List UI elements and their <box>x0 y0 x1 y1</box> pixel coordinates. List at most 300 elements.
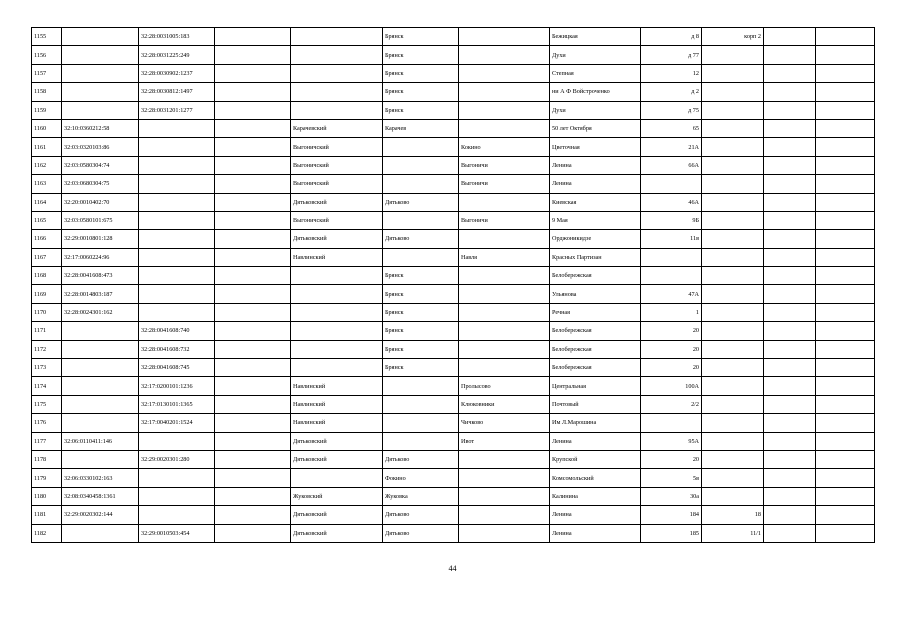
cell-house-number: 46А <box>641 193 702 211</box>
table-row <box>32 450 875 468</box>
cell-cadastral-number-2: 32:17:0200101:1236 <box>139 377 215 395</box>
cell-cadastral-number-1 <box>62 322 139 340</box>
cell-extra-2 <box>816 506 875 524</box>
table-row <box>32 64 875 82</box>
cell-cadastral-number-2 <box>139 506 215 524</box>
table-row <box>32 193 875 211</box>
cell-cadastral-number-2: 32:17:0130101:1365 <box>139 395 215 413</box>
cell-street: ни А Ф Войстроченко <box>550 83 641 101</box>
cell-cadastral-number-1: 32:29:0020302:144 <box>62 506 139 524</box>
cell-district: Дятьковский <box>291 524 383 542</box>
table-row <box>32 230 875 248</box>
cell-extra-2 <box>816 28 875 46</box>
cell-blank-col <box>215 524 291 542</box>
cell-street: Духи <box>550 101 641 119</box>
cell-building <box>702 211 764 229</box>
cell-blank-col <box>215 359 291 377</box>
cell-extra-2 <box>816 193 875 211</box>
table-row <box>32 487 875 505</box>
cell-extra-2 <box>816 248 875 266</box>
cell-extra-2 <box>816 487 875 505</box>
cell-settlement <box>459 230 550 248</box>
cell-building <box>702 64 764 82</box>
table-row <box>32 322 875 340</box>
cell-city: Брянск <box>383 46 459 64</box>
cell-house-number: д 8 <box>641 28 702 46</box>
cell-district <box>291 46 383 64</box>
table-row <box>32 119 875 137</box>
cell-district <box>291 322 383 340</box>
cell-extra-1 <box>764 175 816 193</box>
cell-extra-1 <box>764 193 816 211</box>
cell-building <box>702 46 764 64</box>
cell-cadastral-number-1 <box>62 377 139 395</box>
cell-district: Дятьковский <box>291 230 383 248</box>
cell-row-index: 1169 <box>32 285 62 303</box>
cell-extra-2 <box>816 340 875 358</box>
cell-house-number <box>641 414 702 432</box>
cell-extra-2 <box>816 377 875 395</box>
cell-building: корп 2 <box>702 28 764 46</box>
cell-extra-1 <box>764 230 816 248</box>
cell-row-index: 1165 <box>32 211 62 229</box>
cell-district: Навлинский <box>291 248 383 266</box>
cell-city: Брянск <box>383 101 459 119</box>
cell-row-index: 1160 <box>32 119 62 137</box>
cell-cadastral-number-2: 32:28:0031005:183 <box>139 28 215 46</box>
cell-cadastral-number-2 <box>139 193 215 211</box>
table-row <box>32 28 875 46</box>
cell-city <box>383 377 459 395</box>
cell-extra-1 <box>764 377 816 395</box>
cell-street: Ленина <box>550 524 641 542</box>
cell-settlement: Выгоничи <box>459 211 550 229</box>
cell-extra-1 <box>764 303 816 321</box>
cell-extra-2 <box>816 175 875 193</box>
cell-building <box>702 285 764 303</box>
cell-city: Фокино <box>383 469 459 487</box>
table-row <box>32 432 875 450</box>
cell-city <box>383 175 459 193</box>
cell-cadastral-number-1 <box>62 101 139 119</box>
cell-district: Дятьковский <box>291 506 383 524</box>
cell-settlement: Выгоничи <box>459 175 550 193</box>
cell-cadastral-number-1 <box>62 359 139 377</box>
cell-building <box>702 138 764 156</box>
cell-blank-col <box>215 211 291 229</box>
cell-blank-col <box>215 377 291 395</box>
cell-city <box>383 414 459 432</box>
cell-cadastral-number-2: 32:28:0041608:745 <box>139 359 215 377</box>
cell-house-number: 20 <box>641 359 702 377</box>
cell-settlement: Кокино <box>459 138 550 156</box>
cell-building <box>702 359 764 377</box>
table-row <box>32 267 875 285</box>
cell-building <box>702 432 764 450</box>
cell-cadastral-number-1: 32:06:0110411:146 <box>62 432 139 450</box>
cell-blank-col <box>215 450 291 468</box>
cell-house-number <box>641 248 702 266</box>
cell-house-number: д 2 <box>641 83 702 101</box>
cell-building <box>702 414 764 432</box>
cell-street: Речная <box>550 303 641 321</box>
cell-cadastral-number-1: 32:17:0060224:96 <box>62 248 139 266</box>
cell-cadastral-number-2 <box>139 303 215 321</box>
cell-district: Выгоничский <box>291 138 383 156</box>
cell-blank-col <box>215 340 291 358</box>
cell-settlement <box>459 450 550 468</box>
cell-building <box>702 267 764 285</box>
cell-blank-col <box>215 285 291 303</box>
cell-house-number: 20 <box>641 322 702 340</box>
cell-building <box>702 193 764 211</box>
cell-settlement <box>459 101 550 119</box>
cell-extra-1 <box>764 395 816 413</box>
cell-cadastral-number-2 <box>139 230 215 248</box>
cell-street: Орджоникидзе <box>550 230 641 248</box>
cell-district <box>291 469 383 487</box>
cell-extra-1 <box>764 101 816 119</box>
cell-blank-col <box>215 46 291 64</box>
cell-row-index: 1156 <box>32 46 62 64</box>
cell-extra-1 <box>764 359 816 377</box>
cell-city: Дятьково <box>383 230 459 248</box>
cell-cadastral-number-2 <box>139 285 215 303</box>
cell-cadastral-number-2: 32:28:0041608:740 <box>139 322 215 340</box>
cell-settlement: Выгоничи <box>459 156 550 174</box>
cell-settlement <box>459 524 550 542</box>
cell-house-number: 21А <box>641 138 702 156</box>
cell-settlement: Пролысово <box>459 377 550 395</box>
cell-city: Брянск <box>383 340 459 358</box>
cell-row-index: 1166 <box>32 230 62 248</box>
cell-city: Дятьково <box>383 506 459 524</box>
cell-extra-2 <box>816 46 875 64</box>
cell-city <box>383 211 459 229</box>
cell-cadastral-number-2: 32:17:0040201:1524 <box>139 414 215 432</box>
cell-house-number: 184 <box>641 506 702 524</box>
cell-street: Киевская <box>550 193 641 211</box>
table-row <box>32 506 875 524</box>
cell-district: Навлинский <box>291 377 383 395</box>
cell-settlement <box>459 359 550 377</box>
cell-street: Почтовый <box>550 395 641 413</box>
cell-cadastral-number-1: 32:03:0320103:86 <box>62 138 139 156</box>
cell-extra-2 <box>816 359 875 377</box>
cell-cadastral-number-2: 32:28:0030902:1237 <box>139 64 215 82</box>
page-number: 44 <box>448 564 457 573</box>
cell-extra-1 <box>764 414 816 432</box>
cell-extra-2 <box>816 138 875 156</box>
cell-settlement <box>459 506 550 524</box>
cell-cadastral-number-2: 32:28:0031201:1277 <box>139 101 215 119</box>
cell-cadastral-number-1: 32:10:0360212:58 <box>62 119 139 137</box>
cell-blank-col <box>215 101 291 119</box>
cell-blank-col <box>215 469 291 487</box>
cell-street: Цветочная <box>550 138 641 156</box>
table-row <box>32 138 875 156</box>
cell-row-index: 1157 <box>32 64 62 82</box>
cell-building <box>702 322 764 340</box>
cell-row-index: 1162 <box>32 156 62 174</box>
cell-cadastral-number-2: 32:28:0041608:732 <box>139 340 215 358</box>
cell-district <box>291 64 383 82</box>
cell-settlement: Навля <box>459 248 550 266</box>
cell-house-number: д 75 <box>641 101 702 119</box>
registry-table <box>31 27 875 543</box>
cell-street: 9 Мая <box>550 211 641 229</box>
cell-blank-col <box>215 156 291 174</box>
cell-city: Брянск <box>383 267 459 285</box>
cell-street: Ленина <box>550 156 641 174</box>
cell-city: Жуковка <box>383 487 459 505</box>
cell-extra-1 <box>764 524 816 542</box>
cell-cadastral-number-1 <box>62 46 139 64</box>
cell-cadastral-number-1 <box>62 340 139 358</box>
cell-extra-1 <box>764 322 816 340</box>
cell-row-index: 1180 <box>32 487 62 505</box>
cell-cadastral-number-1: 32:28:0024301:162 <box>62 303 139 321</box>
cell-extra-1 <box>764 119 816 137</box>
cell-settlement <box>459 267 550 285</box>
cell-street: Бежицкая <box>550 28 641 46</box>
cell-city <box>383 248 459 266</box>
cell-row-index: 1170 <box>32 303 62 321</box>
cell-building <box>702 230 764 248</box>
cell-blank-col <box>215 506 291 524</box>
cell-house-number: 11в <box>641 230 702 248</box>
cell-building <box>702 377 764 395</box>
cell-building <box>702 469 764 487</box>
cell-cadastral-number-2 <box>139 138 215 156</box>
cell-extra-1 <box>764 248 816 266</box>
cell-row-index: 1163 <box>32 175 62 193</box>
cell-settlement <box>459 285 550 303</box>
cell-blank-col <box>215 119 291 137</box>
cell-row-index: 1175 <box>32 395 62 413</box>
cell-street: Красных Партизан <box>550 248 641 266</box>
cell-extra-1 <box>764 487 816 505</box>
cell-cadastral-number-2 <box>139 469 215 487</box>
cell-extra-1 <box>764 46 816 64</box>
cell-extra-1 <box>764 506 816 524</box>
cell-street: Белобережская <box>550 340 641 358</box>
cell-city <box>383 156 459 174</box>
cell-cadastral-number-1: 32:20:0010402:70 <box>62 193 139 211</box>
table-row <box>32 340 875 358</box>
table-row <box>32 46 875 64</box>
cell-cadastral-number-1: 32:03:0580101:675 <box>62 211 139 229</box>
cell-cadastral-number-2: 32:28:0030812:1497 <box>139 83 215 101</box>
cell-settlement: Клюковники <box>459 395 550 413</box>
cell-row-index: 1159 <box>32 101 62 119</box>
cell-district: Карачевский <box>291 119 383 137</box>
table-row <box>32 359 875 377</box>
cell-city: Брянск <box>383 322 459 340</box>
table-row <box>32 211 875 229</box>
table-row <box>32 303 875 321</box>
cell-extra-2 <box>816 285 875 303</box>
cell-row-index: 1171 <box>32 322 62 340</box>
cell-cadastral-number-1: 32:03:0680304:75 <box>62 175 139 193</box>
cell-city: Брянск <box>383 64 459 82</box>
cell-extra-1 <box>764 138 816 156</box>
cell-row-index: 1155 <box>32 28 62 46</box>
table-row <box>32 285 875 303</box>
cell-building <box>702 450 764 468</box>
cell-row-index: 1179 <box>32 469 62 487</box>
cell-house-number: д 77 <box>641 46 702 64</box>
cell-house-number <box>641 175 702 193</box>
cell-extra-1 <box>764 28 816 46</box>
cell-cadastral-number-2 <box>139 156 215 174</box>
cell-house-number: 20 <box>641 450 702 468</box>
cell-district <box>291 83 383 101</box>
cell-district <box>291 303 383 321</box>
cell-cadastral-number-1: 32:03:0580304:74 <box>62 156 139 174</box>
cell-cadastral-number-2 <box>139 267 215 285</box>
table-row <box>32 83 875 101</box>
cell-house-number: 66А <box>641 156 702 174</box>
cell-blank-col <box>215 432 291 450</box>
cell-blank-col <box>215 487 291 505</box>
cell-row-index: 1164 <box>32 193 62 211</box>
cell-blank-col <box>215 175 291 193</box>
cell-settlement: Чичково <box>459 414 550 432</box>
cell-cadastral-number-1 <box>62 524 139 542</box>
cell-row-index: 1172 <box>32 340 62 358</box>
cell-street: Белобережская <box>550 359 641 377</box>
cell-extra-2 <box>816 156 875 174</box>
cell-blank-col <box>215 230 291 248</box>
cell-blank-col <box>215 248 291 266</box>
cell-city: Дятьково <box>383 450 459 468</box>
cell-settlement <box>459 340 550 358</box>
cell-settlement: Ивот <box>459 432 550 450</box>
cell-house-number: 9Б <box>641 211 702 229</box>
cell-building <box>702 83 764 101</box>
cell-extra-1 <box>764 432 816 450</box>
cell-extra-1 <box>764 340 816 358</box>
cell-cadastral-number-2 <box>139 487 215 505</box>
cell-settlement <box>459 193 550 211</box>
registry-body <box>32 28 875 543</box>
cell-district <box>291 28 383 46</box>
cell-building <box>702 395 764 413</box>
cell-house-number: 95А <box>641 432 702 450</box>
cell-extra-1 <box>764 285 816 303</box>
cell-street: Ленина <box>550 432 641 450</box>
cell-row-index: 1177 <box>32 432 62 450</box>
cell-house-number: 185 <box>641 524 702 542</box>
cell-blank-col <box>215 83 291 101</box>
cell-street: Комсомольский <box>550 469 641 487</box>
cell-cadastral-number-2: 32:29:0020301:280 <box>139 450 215 468</box>
table-row <box>32 414 875 432</box>
cell-blank-col <box>215 267 291 285</box>
cell-building <box>702 101 764 119</box>
cell-cadastral-number-1 <box>62 450 139 468</box>
cell-house-number: 47А <box>641 285 702 303</box>
cell-extra-1 <box>764 267 816 285</box>
cell-city: Дятьково <box>383 193 459 211</box>
cell-street: Ленина <box>550 175 641 193</box>
cell-cadastral-number-1: 32:28:0014803:187 <box>62 285 139 303</box>
cell-blank-col <box>215 138 291 156</box>
cell-settlement <box>459 487 550 505</box>
cell-house-number <box>641 267 702 285</box>
cell-extra-2 <box>816 322 875 340</box>
cell-street: Ленина <box>550 506 641 524</box>
cell-city <box>383 138 459 156</box>
cell-house-number: 65 <box>641 119 702 137</box>
table-row <box>32 469 875 487</box>
cell-blank-col <box>215 28 291 46</box>
cell-cadastral-number-1: 32:06:0330102:163 <box>62 469 139 487</box>
cell-cadastral-number-2 <box>139 432 215 450</box>
cell-street: 50 лет Октября <box>550 119 641 137</box>
cell-row-index: 1168 <box>32 267 62 285</box>
cell-house-number: 100А <box>641 377 702 395</box>
cell-extra-2 <box>816 119 875 137</box>
cell-extra-1 <box>764 156 816 174</box>
cell-extra-2 <box>816 101 875 119</box>
cell-house-number: 5в <box>641 469 702 487</box>
cell-row-index: 1167 <box>32 248 62 266</box>
cell-city: Брянск <box>383 303 459 321</box>
cell-cadastral-number-1 <box>62 83 139 101</box>
cell-settlement <box>459 64 550 82</box>
cell-street: Калинина <box>550 487 641 505</box>
table-row <box>32 175 875 193</box>
table-row <box>32 248 875 266</box>
cell-house-number: 1 <box>641 303 702 321</box>
cell-blank-col <box>215 193 291 211</box>
cell-district <box>291 285 383 303</box>
cell-city: Дятьково <box>383 524 459 542</box>
cell-extra-1 <box>764 211 816 229</box>
cell-cadastral-number-2: 32:28:0031225:249 <box>139 46 215 64</box>
cell-district <box>291 101 383 119</box>
cell-street: Крупской <box>550 450 641 468</box>
cell-district: Выгоничский <box>291 175 383 193</box>
cell-building <box>702 119 764 137</box>
cell-extra-2 <box>816 267 875 285</box>
cell-building <box>702 340 764 358</box>
cell-building <box>702 156 764 174</box>
cell-street: Центральная <box>550 377 641 395</box>
table-row <box>32 524 875 542</box>
cell-extra-2 <box>816 230 875 248</box>
cell-blank-col <box>215 303 291 321</box>
cell-extra-2 <box>816 469 875 487</box>
cell-row-index: 1158 <box>32 83 62 101</box>
cell-house-number: 30а <box>641 487 702 505</box>
cell-blank-col <box>215 414 291 432</box>
cell-cadastral-number-1 <box>62 414 139 432</box>
cell-building <box>702 175 764 193</box>
cell-blank-col <box>215 64 291 82</box>
cell-building <box>702 248 764 266</box>
cell-extra-1 <box>764 64 816 82</box>
cell-row-index: 1161 <box>32 138 62 156</box>
cell-street: Ульянова <box>550 285 641 303</box>
cell-district <box>291 267 383 285</box>
cell-street: Духи <box>550 46 641 64</box>
cell-district: Дятьковский <box>291 432 383 450</box>
cell-building: 18 <box>702 506 764 524</box>
cell-district: Жуковский <box>291 487 383 505</box>
